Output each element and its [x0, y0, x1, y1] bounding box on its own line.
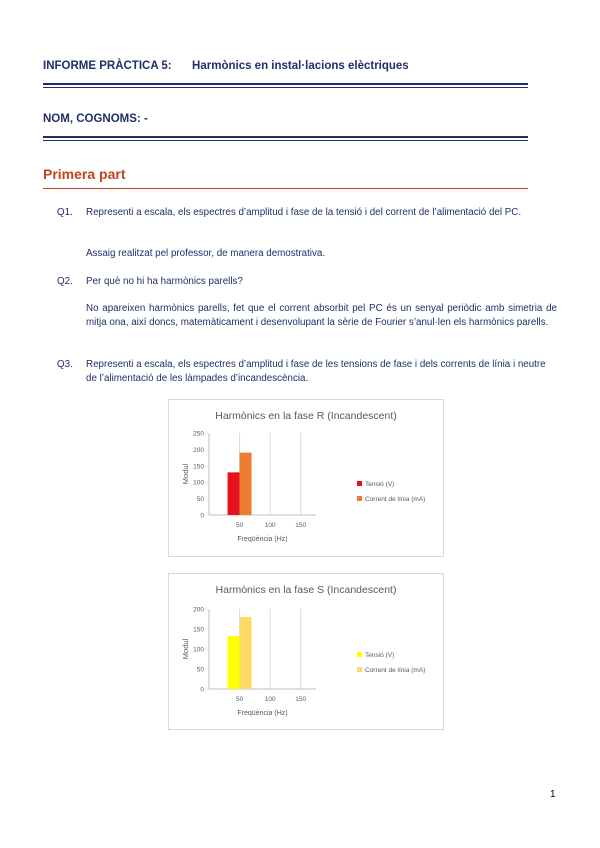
chart-title: Harmònics en la fase S (Incandescent): [215, 584, 397, 596]
legend-label: Tensió (V): [365, 481, 395, 488]
chart-phase-r-svg: [169, 400, 443, 556]
y-tick-label: 50: [196, 666, 204, 674]
legend-swatch: [357, 667, 362, 672]
student-name-label: NOM, COGNOMS: -: [43, 113, 148, 125]
x-tick-label: 150: [295, 522, 307, 529]
y-axis-title: Modul: [181, 463, 190, 485]
question-number: Q2.: [57, 276, 73, 287]
question-3: [57, 358, 557, 386]
x-axis-title: Freqüència (Hz): [237, 710, 288, 717]
y-tick-label: 100: [193, 479, 204, 487]
x-tick-label: 50: [235, 522, 244, 529]
x-axis-title: Freqüència (Hz): [237, 536, 288, 543]
question-number: Q1.: [57, 207, 73, 218]
y-tick-label: 200: [193, 446, 204, 454]
y-tick-label: 0: [200, 512, 204, 520]
x-tick-label: 100: [264, 522, 276, 529]
question-text: Representi a escala, els espectres d’amplitud i fase de les tensions de fase i dels corrents de línia i neutre de l’alimentació de les làmpades d’incandescència.: [86, 359, 546, 384]
y-tick-label: 100: [193, 646, 204, 654]
legend-swatch: [357, 481, 362, 486]
question-text: Per què no hi ha harmònics parells?: [86, 276, 243, 287]
y-axis-title: Modul: [181, 638, 190, 660]
report-title-prefix: INFORME PRÀCTICA 5:: [43, 60, 172, 72]
x-tick-label: 100: [264, 696, 276, 703]
chart-phase-r: [168, 399, 444, 557]
name-divider: [43, 136, 528, 141]
section-divider: [43, 188, 528, 189]
y-tick-label: 0: [200, 686, 204, 694]
bar-corrent: [240, 453, 252, 515]
chart-phase-s: [168, 573, 444, 730]
answer-2: No apareixen harmònics parells, fet que el corrent absorbit pel PC és un senyal periòdic amb simetria de mitja ona, així doncs, matemàticament i desenvolupant la sèrie de Fourier s’anul·len els harmònics parells.: [86, 303, 557, 328]
question-text: Representi a escala, els espectres d’amplitud i fase de la tensió i del corrent de l’alimentació del PC.: [86, 207, 522, 218]
question-2: [57, 275, 557, 289]
y-tick-label: 250: [193, 430, 204, 438]
report-title-main: Harmònics en instal·lacions elèctriques: [192, 60, 409, 72]
y-tick-label: 50: [196, 496, 204, 504]
y-tick-label: 150: [193, 626, 204, 634]
chart-phase-s-svg: [169, 574, 443, 729]
bar-tensió: [228, 636, 240, 689]
x-tick-label: 50: [235, 696, 244, 703]
bar-tensió: [228, 472, 240, 515]
question-1: [57, 206, 557, 220]
legend-label: Corrent de línia (mA): [365, 667, 426, 674]
y-tick-label: 150: [193, 463, 204, 471]
page-number: 1: [550, 789, 556, 800]
legend-label: Tensió (V): [365, 652, 395, 659]
section-title: Primera part: [43, 166, 126, 182]
x-tick-label: 150: [295, 696, 307, 703]
report-title: [43, 60, 409, 72]
legend-label: Corrent de línia (mA): [365, 496, 426, 503]
title-divider: [43, 83, 528, 88]
legend-swatch: [357, 652, 362, 657]
y-tick-label: 200: [193, 606, 204, 614]
answer-1: Assaig realitzat pel professor, de manera demostrativa.: [86, 248, 326, 259]
bar-corrent: [240, 617, 252, 689]
chart-title: Harmònics en la fase R (Incandescent): [215, 410, 397, 422]
question-number: Q3.: [57, 359, 73, 370]
legend-swatch: [357, 496, 362, 501]
